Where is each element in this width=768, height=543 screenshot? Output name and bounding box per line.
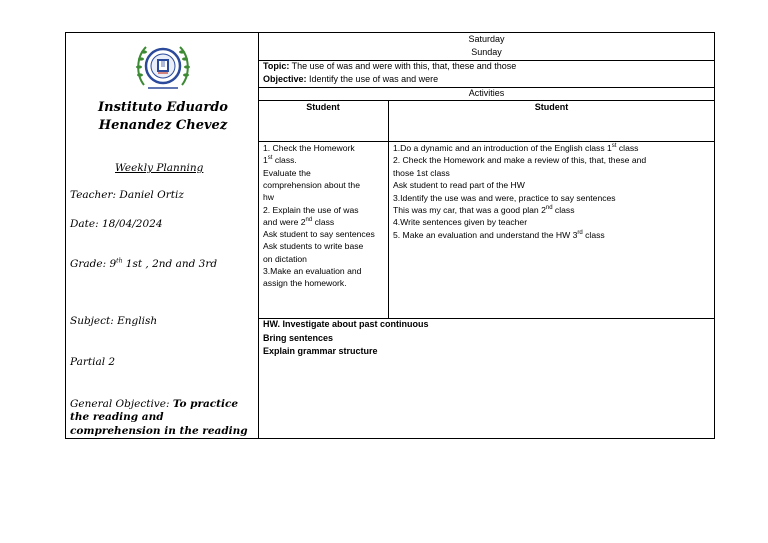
left-activity-line [263,155,297,166]
activity-text: 2. Check the Homework and make a review of this, that, these and [393,155,647,166]
activity-text: those 1st class [393,167,450,178]
activity-text: Ask student to say sentences [263,229,375,240]
activity-text-after: class [552,205,575,215]
left-activity-line [263,241,363,252]
student-header-right: Student [534,102,569,112]
activity-text-after: class. [272,155,297,166]
right-activity-line [393,193,616,204]
activity-ordinal: st [611,143,617,150]
activity-text: Ask student to read part of the HW [393,180,525,191]
general-objective-line1 [70,398,238,411]
general-objective-line2: the reading and [70,411,164,423]
activity-text: 3.Identify the use was and were, practice to say sentences [393,192,616,203]
grade-suffix: 1st , 2nd and 3rd [122,258,218,270]
left-activity-line [263,278,347,289]
student-header-left: Student [306,102,340,112]
activity-text-after: class [582,229,605,240]
general-objective-text1: To practice [172,398,239,410]
activity-text: 1. Check the Homework [263,143,355,153]
activity-text-after: class [312,216,335,227]
row-line-student-header [258,141,715,142]
left-activity-line [263,229,375,240]
right-activity-line [393,205,575,216]
activity-ordinal: nd [305,216,313,223]
activity-text: comprehension about the [263,179,360,190]
homework-line2: Bring sentences [263,333,334,343]
activity-ordinal: rd [577,229,583,236]
activity-text: assign the homework. [263,278,347,289]
general-objective-line3: comprehension in the reading [70,425,248,437]
objective-row [263,74,438,85]
right-activity-line [393,180,525,191]
seal-icon [134,39,192,95]
weekly-planning-title: Weekly Planning [115,162,204,174]
activity-text: This was my car, that was a good plan 2 [393,205,546,215]
homework-line3: Explain grammar structure [263,346,378,356]
topic-text: The use of was and were with this, that, these and those [291,61,517,71]
general-objective-label: General Objective: [70,398,173,410]
activity-text: 1.Do a dynamic and an introduction of the English class 1 [393,143,612,153]
activity-text: on dictation [263,253,307,264]
school-name-line1: Instituto Eduardo [98,100,228,115]
left-activity-line [263,266,361,277]
topic-label: Topic: [263,61,290,71]
topic-row [263,61,516,72]
left-activity-line [263,180,360,191]
student-column-divider [388,100,389,318]
activity-text: 4.Write sentences given by teacher [393,217,528,228]
left-activity-line [263,143,355,154]
left-activity-line [263,192,274,203]
day-saturday: Saturday [468,34,505,44]
right-activity-line [393,230,605,241]
date-label: Date: 18/04/2024 [70,218,163,230]
subject-label: Subject: English [70,315,158,327]
left-activity-line [263,205,359,216]
left-activity-line [263,217,334,228]
grade-sup: th [116,257,123,265]
activity-text: hw [263,192,274,203]
activity-text: Evaluate the [263,167,311,178]
right-activity-line [393,217,527,228]
school-seal-logo [134,39,192,95]
activity-text: 1 [263,155,268,166]
left-activity-line [263,254,307,265]
activity-text-after: class [616,143,639,153]
partial-label: Partial 2 [70,356,116,368]
activity-text: 2. Explain the use of was [263,204,359,215]
objective-text: Identify the use of was and were [309,74,439,84]
right-activity-line [393,143,638,154]
right-activity-line [393,168,450,179]
grade-label [70,258,217,271]
activity-text: 3.Make an evaluation and [263,266,362,276]
teacher-label: Teacher: Daniel Ortiz [70,189,184,201]
activity-text: 5. Make an evaluation and understand the HW 3 [393,229,578,240]
right-activity-line [393,155,646,166]
school-name-line2: Henandez Chevez [98,118,228,133]
grade-prefix: Grade: 9 [70,258,117,270]
activity-ordinal: nd [545,205,553,212]
day-sunday: Sunday [471,47,502,57]
activities-heading: Activities [468,88,505,98]
activity-text: Ask students to write base [263,241,364,252]
activity-text: and were 2 [263,216,306,227]
row-line-activities [258,100,715,101]
left-activity-line [263,168,311,179]
objective-label: Objective: [263,74,307,84]
homework-line1: HW. Investigate about past continuous [263,319,429,329]
activity-ordinal: st [267,155,273,162]
